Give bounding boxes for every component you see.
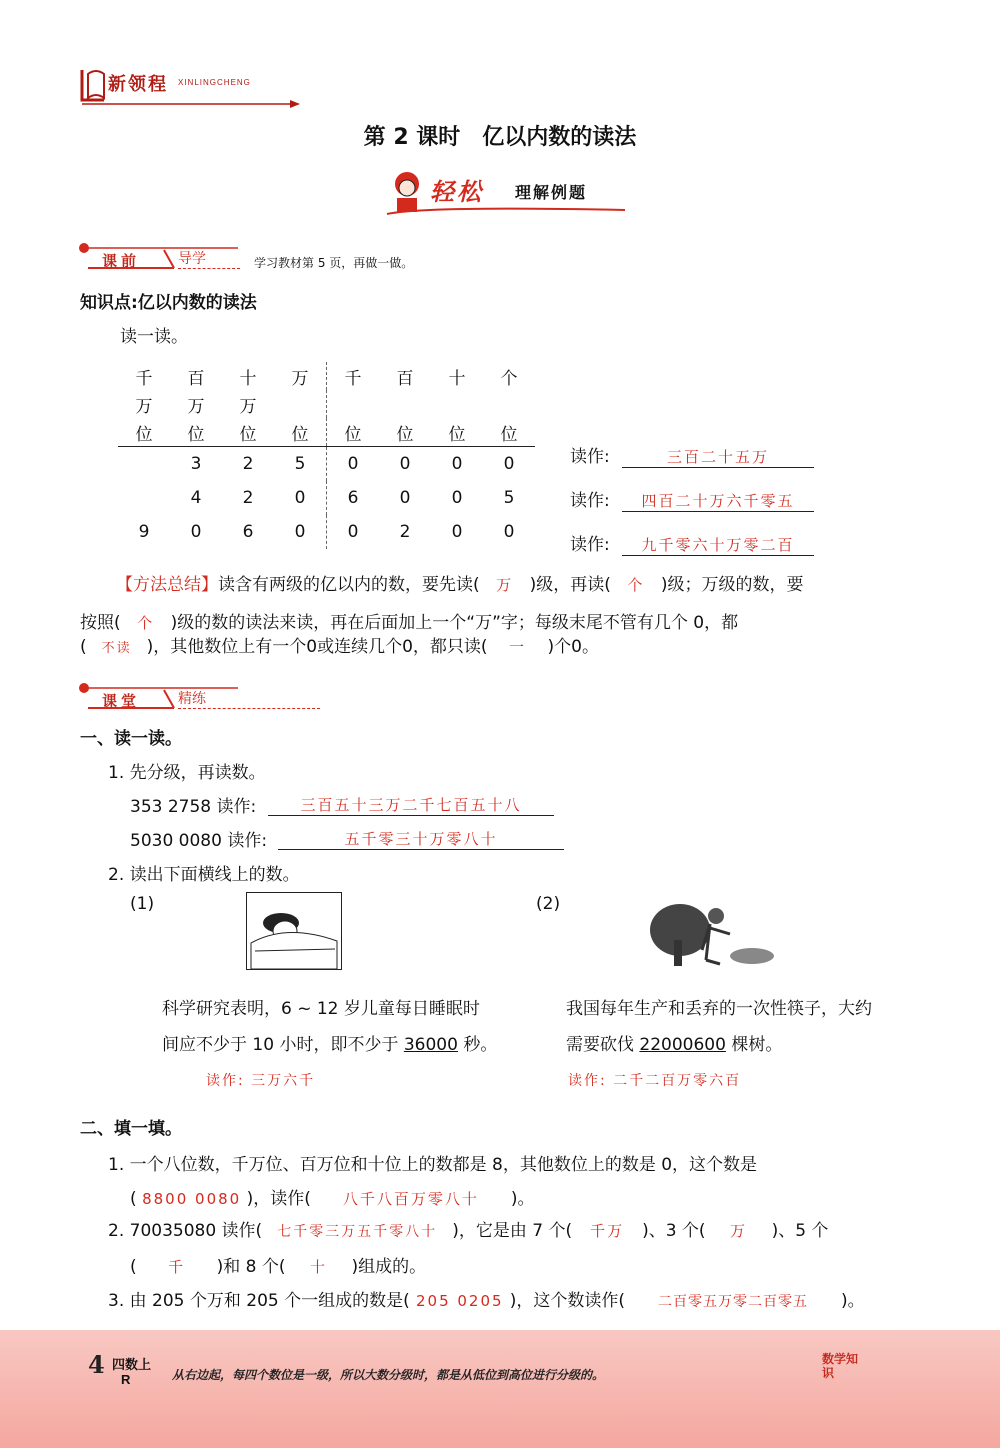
fill-2-answer-unit: 十 bbox=[310, 1258, 328, 1276]
sleeping-child-illustration bbox=[246, 892, 342, 970]
table-row bbox=[118, 515, 535, 549]
method-text: )级，再读( bbox=[529, 575, 611, 595]
digit-cell: 0 bbox=[503, 521, 515, 542]
digit-cell: 6 bbox=[347, 487, 359, 508]
place-label: 十 bbox=[448, 368, 466, 389]
place-label: 位 bbox=[274, 418, 327, 447]
digit-cell: 0 bbox=[347, 521, 359, 542]
method-answer: 个 bbox=[627, 576, 645, 594]
fill-3-answer-number: 205 0205 bbox=[415, 1292, 504, 1310]
preview-sub: 导学 bbox=[178, 248, 240, 269]
knowledge-point: 知识点:亿以内数的读法 bbox=[80, 293, 257, 313]
brand-name: 新领程 bbox=[108, 74, 168, 95]
place-label: 万 bbox=[274, 362, 327, 390]
place-label: 位 bbox=[327, 418, 380, 447]
q2-2-text: 棵树。 bbox=[725, 1035, 783, 1055]
digit-cell: 0 bbox=[399, 453, 411, 474]
instruction: 读一读。 bbox=[120, 327, 188, 347]
banner-easy: 轻松 bbox=[430, 178, 484, 206]
q2-2-number: 22000600 bbox=[639, 1035, 726, 1055]
grade-label: 四数上 bbox=[112, 1358, 152, 1373]
classwork-header bbox=[78, 680, 338, 714]
footer-side-label: 数学知识 bbox=[822, 1352, 859, 1380]
fill-text: )组成的。 bbox=[351, 1257, 427, 1277]
digit-cell: 3 bbox=[190, 453, 202, 474]
digit-cell: 0 bbox=[451, 521, 463, 542]
q2-1-text: 秒。 bbox=[457, 1035, 498, 1055]
place-label: 万 bbox=[239, 396, 257, 417]
fill-2-answer-unit: 千万 bbox=[590, 1222, 625, 1240]
digit-cell: 0 bbox=[274, 481, 327, 515]
place-label bbox=[379, 390, 431, 418]
fill-2-line2 bbox=[130, 1252, 426, 1277]
place-label: 千 bbox=[344, 368, 362, 389]
place-label: 千 bbox=[135, 368, 153, 389]
place-label bbox=[483, 390, 535, 418]
digit-cell: 5 bbox=[274, 447, 327, 481]
banner-rest: 理解例题 bbox=[515, 183, 588, 202]
place-header-top bbox=[118, 362, 535, 390]
q2-1-answer: 读作: 三万六千 bbox=[206, 1073, 316, 1089]
place-label: 个 bbox=[500, 368, 518, 389]
place-label: 万 bbox=[135, 396, 153, 417]
page-title: 第 2 课时 亿以内数的读法 bbox=[363, 125, 637, 150]
digit-cell: 2 bbox=[242, 487, 254, 508]
digit-cell: 0 bbox=[503, 453, 515, 474]
place-label bbox=[274, 390, 327, 418]
page-number: 4 bbox=[88, 1350, 105, 1379]
reading-answer-3: 九千零六十万零二百 bbox=[622, 534, 814, 556]
place-label: 位 bbox=[431, 418, 483, 447]
method-answer: 一 bbox=[509, 638, 527, 656]
method-text: ( bbox=[80, 637, 87, 657]
fill-text: )，它是由 7 个( bbox=[452, 1221, 573, 1241]
page-footer bbox=[0, 1330, 1000, 1448]
digit-cell: 6 bbox=[242, 521, 254, 542]
digit-cell: 0 bbox=[399, 487, 411, 508]
digit-cell: 5 bbox=[503, 487, 515, 508]
footer-tip: 从右边起，每四个数位是一级，所以大数分级时，都是从低位到高位进行分级的。 bbox=[172, 1368, 605, 1382]
place-label bbox=[327, 390, 380, 418]
read-label-3: 读作: bbox=[570, 535, 610, 555]
place-label: 百 bbox=[396, 368, 414, 389]
place-label: 位 bbox=[379, 418, 431, 447]
classwork-tag: 课堂 bbox=[102, 692, 141, 710]
q1a-answer: 三百五十三万二千七百五十八 bbox=[268, 794, 554, 816]
preview-tag: 课前 bbox=[102, 252, 141, 270]
question-1: 1. 先分级，再读数。 bbox=[108, 763, 266, 783]
girl-reading-icon bbox=[385, 166, 630, 222]
q2-1-text-line2 bbox=[162, 1030, 497, 1055]
place-label: 百 bbox=[187, 368, 205, 389]
table-row bbox=[118, 447, 535, 481]
fill-1-answer-reading: 八千八百万零八十 bbox=[342, 1190, 479, 1208]
q2-1-label: (1) bbox=[130, 894, 155, 914]
digit-cell: 0 bbox=[274, 515, 327, 549]
part-one-heading: 一、读一读。 bbox=[80, 729, 182, 749]
q2-2-text-line1: 我国每年生产和丢弃的一次性筷子，大约 bbox=[566, 999, 872, 1019]
digit-cell bbox=[118, 447, 170, 481]
q2-2-answer: 读作: 二千二百万零六百 bbox=[568, 1073, 742, 1089]
tree-cutting-icon bbox=[640, 890, 780, 970]
digit-cell: 4 bbox=[190, 487, 202, 508]
method-answer: 个 bbox=[137, 614, 155, 632]
q2-2-text-line2 bbox=[566, 1030, 782, 1055]
read-label-2: 读作: bbox=[570, 491, 610, 511]
fill-text: 2. 70035080 读作( bbox=[108, 1221, 263, 1241]
question-2: 2. 读出下面横线上的数。 bbox=[108, 865, 300, 885]
tree-cutting-illustration bbox=[640, 890, 780, 970]
q2-1-text-line1: 科学研究表明，6 ~ 12 岁儿童每日睡眠时 bbox=[162, 999, 480, 1019]
fill-text: ( bbox=[130, 1257, 137, 1277]
place-label: 位 bbox=[170, 418, 222, 447]
sleeping-child-icon bbox=[247, 893, 341, 969]
edition-label: R bbox=[121, 1372, 131, 1387]
method-text: )级；万级的数，要 bbox=[660, 575, 804, 595]
place-value-table bbox=[118, 362, 535, 549]
method-text: 读含有两级的亿以内的数，要先读( bbox=[218, 575, 480, 595]
q2-1-number: 36000 bbox=[403, 1035, 458, 1055]
table-row bbox=[118, 481, 535, 515]
digit-cell bbox=[118, 481, 170, 515]
digit-cell: 0 bbox=[190, 521, 202, 542]
reading-answer-2: 四百二十万六千零五 bbox=[622, 490, 814, 512]
place-label: 位 bbox=[118, 418, 170, 447]
fill-text: )和 8 个( bbox=[216, 1257, 286, 1277]
digit-cell: 0 bbox=[451, 453, 463, 474]
place-label: 位 bbox=[483, 418, 535, 447]
read-label-1: 读作: bbox=[570, 447, 610, 467]
fill-1-line2 bbox=[130, 1184, 535, 1209]
q1a-number: 353 2758 读作: bbox=[130, 797, 257, 817]
fill-2-answer-unit: 万 bbox=[730, 1222, 748, 1240]
header-logo bbox=[78, 64, 308, 108]
brand-latin: XINLINGCHENG bbox=[178, 78, 251, 87]
fill-text: )、3 个( bbox=[642, 1221, 706, 1241]
method-tag: 【方法总结】 bbox=[116, 575, 218, 595]
reading-answer-1: 三百二十五万 bbox=[622, 446, 814, 468]
fill-text: )。 bbox=[510, 1189, 535, 1209]
q2-1-text: 间应不少于 10 小时，即不少于 bbox=[162, 1035, 404, 1055]
method-text: )级的数的读法来读，再在后面加上一个“万”字；每级末尾不管有几个 0，都 bbox=[170, 613, 739, 633]
preview-header bbox=[78, 240, 438, 274]
fill-text: 3. 由 205 个万和 205 个一组成的数是( bbox=[108, 1291, 410, 1311]
place-label: 十 bbox=[239, 368, 257, 389]
method-answer: 万 bbox=[496, 576, 514, 594]
method-summary-line3 bbox=[80, 628, 950, 668]
digit-cell: 2 bbox=[399, 521, 411, 542]
fill-2-answer-unit: 千 bbox=[168, 1258, 186, 1276]
fill-text: )，这个数读作( bbox=[509, 1291, 626, 1311]
place-label: 万 bbox=[187, 396, 205, 417]
place-label: 位 bbox=[222, 418, 274, 447]
fill-1-answer-number: 8800 0080 bbox=[142, 1190, 242, 1208]
part-two-heading: 二、填一填。 bbox=[80, 1119, 182, 1139]
digit-cell: 0 bbox=[451, 487, 463, 508]
fill-2-answer-reading: 七千零三万五千零八十 bbox=[277, 1224, 438, 1240]
place-header-bottom bbox=[118, 418, 535, 447]
digit-cell: 2 bbox=[242, 453, 254, 474]
method-text: )个0。 bbox=[547, 637, 599, 657]
q1b-number: 5030 0080 读作: bbox=[130, 831, 268, 851]
fill-3-line bbox=[108, 1286, 865, 1311]
method-text: 按照( bbox=[80, 613, 121, 633]
q1b-answer: 五千零三十万零八十 bbox=[278, 828, 564, 850]
digit-cell: 9 bbox=[138, 521, 150, 542]
fill-text: )，读作( bbox=[246, 1189, 311, 1209]
method-text: )，其他数位上有一个0或连续几个0，都只读( bbox=[146, 637, 488, 657]
fill-text: )。 bbox=[841, 1291, 865, 1311]
fill-3-answer-reading: 二百零五万零二百零五 bbox=[658, 1294, 809, 1310]
fill-text: )、5 个 bbox=[771, 1221, 829, 1241]
place-label bbox=[431, 390, 483, 418]
q2-2-label: (2) bbox=[536, 894, 561, 914]
fill-1-line1: 1. 一个八位数，千万位、百万位和十位上的数都是 8，其他数位上的数是 0，这个数是 bbox=[108, 1155, 758, 1175]
section-banner bbox=[385, 166, 630, 222]
paren: ( bbox=[130, 1189, 137, 1209]
q2-2-text: 需要砍伐 bbox=[566, 1035, 640, 1055]
classwork-sub: 精练 bbox=[178, 688, 320, 709]
digit-cell: 0 bbox=[347, 453, 359, 474]
method-summary bbox=[116, 566, 946, 604]
fill-2-line1 bbox=[108, 1216, 828, 1241]
place-header-mid bbox=[118, 390, 535, 418]
method-answer: 不读 bbox=[101, 641, 132, 656]
preview-note: 学习教材第 5 页，再做一做。 bbox=[254, 256, 414, 270]
